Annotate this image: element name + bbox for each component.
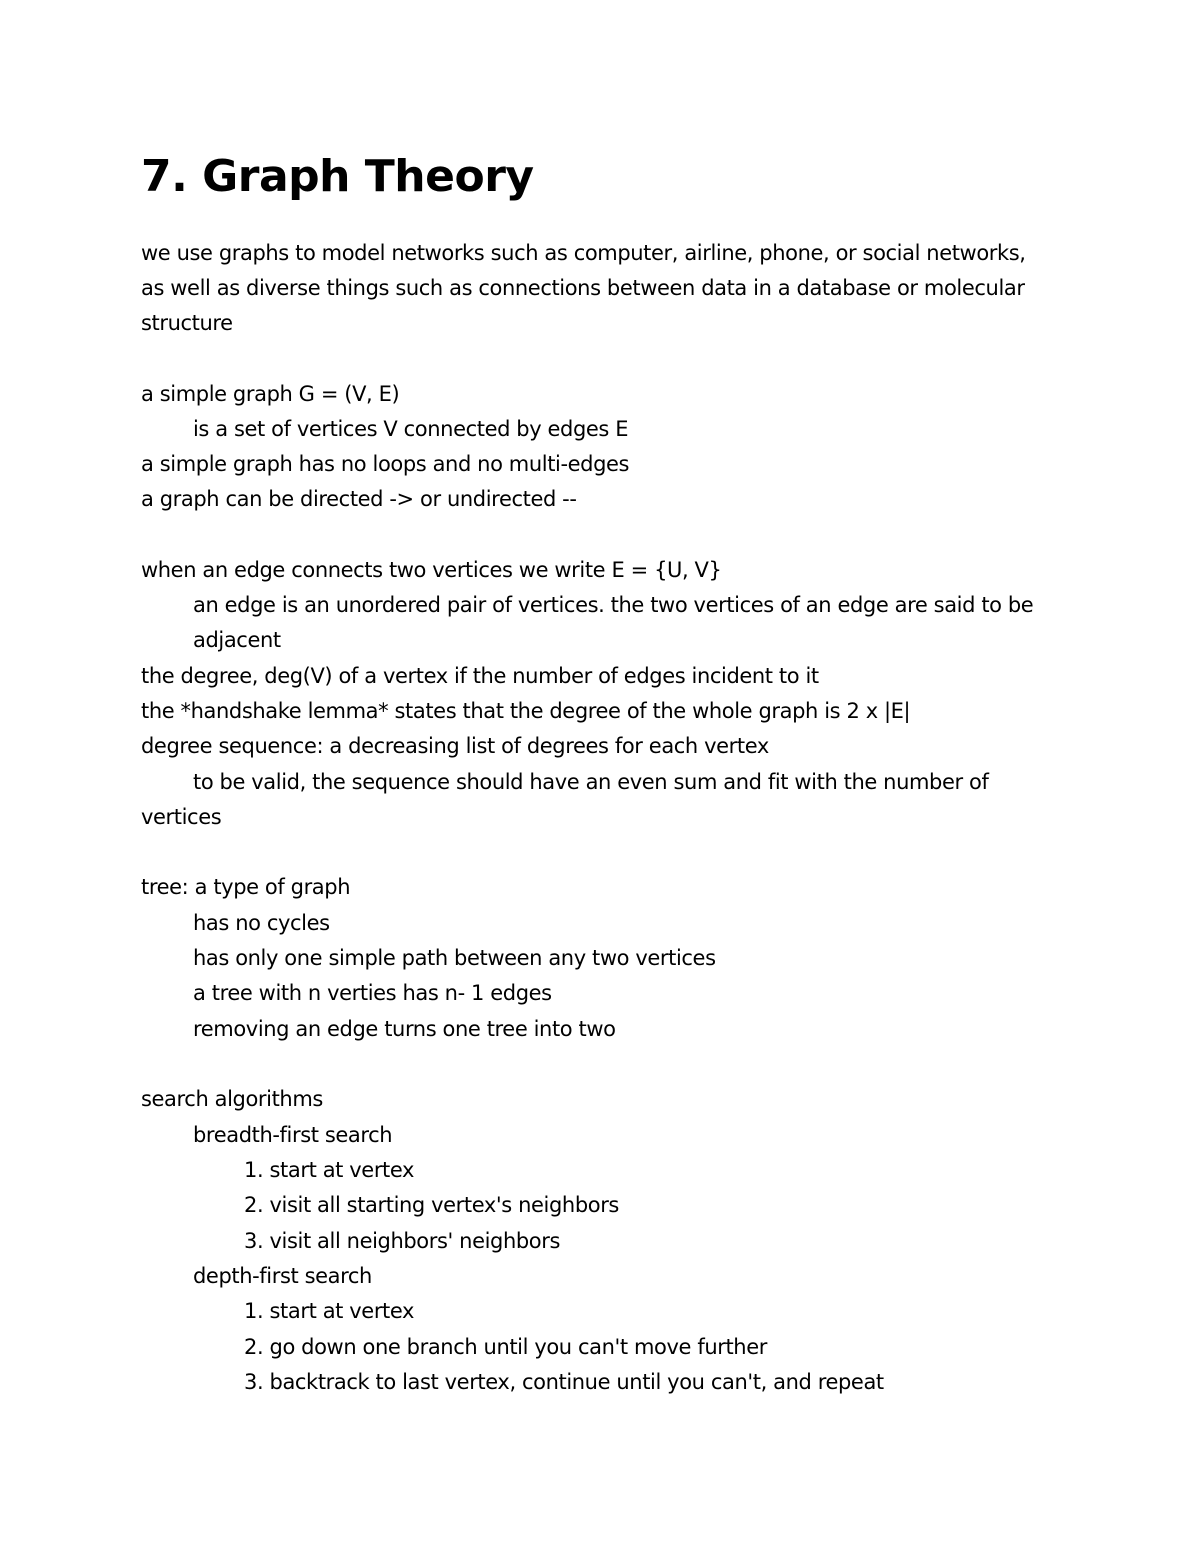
degree-sequence-valid: to be valid, the sequence should have an even sum and fit with the number of [193, 770, 989, 794]
intro-line-1: we use graphs to model networks such as computer, airline, phone, or social networks, [141, 241, 1026, 265]
dfs-heading: depth-first search [193, 1264, 372, 1288]
vertex-degree: the degree, deg(V) of a vertex if the number of edges incident to it [141, 664, 819, 688]
dfs-step: 1. start at vertex [244, 1299, 415, 1323]
tree-item: has no cycles [193, 911, 330, 935]
edge-adjacent: adjacent [193, 628, 281, 652]
simple-graph-no-loops: a simple graph has no loops and no multi-edges [141, 452, 630, 476]
degree-sequence-vertices: vertices [141, 805, 222, 829]
edge-unordered-pair: an edge is an unordered pair of vertices. the two vertices of an edge are said to be [193, 593, 1034, 617]
intro-line-2: as well as diverse things such as connections between data in a database or molecular [141, 276, 1025, 300]
bfs-step: 2. visit all starting vertex's neighbors [244, 1193, 619, 1217]
dfs-step: 3. backtrack to last vertex, continue until you can't, and repeat [244, 1370, 884, 1394]
tree-item: a tree with n verties has n- 1 edges [193, 981, 552, 1005]
graph-directed: a graph can be directed -> or undirected -- [141, 487, 577, 511]
tree-item: has only one simple path between any two vertices [193, 946, 716, 970]
search-heading: search algorithms [141, 1087, 323, 1111]
intro-line-3: structure [141, 311, 233, 335]
bfs-heading: breadth-first search [193, 1123, 393, 1147]
tree-heading: tree: a type of graph [141, 875, 351, 899]
edge-connects: when an edge connects two vertices we write E = {U, V} [141, 558, 722, 582]
handshake-lemma: the *handshake lemma* states that the degree of the whole graph is 2 x |E| [141, 699, 911, 723]
dfs-step: 2. go down one branch until you can't move further [244, 1335, 767, 1359]
bfs-step: 1. start at vertex [244, 1158, 415, 1182]
bfs-step: 3. visit all neighbors' neighbors [244, 1229, 561, 1253]
simple-graph-detail: is a set of vertices V connected by edges E [193, 417, 629, 441]
degree-sequence: degree sequence: a decreasing list of degrees for each vertex [141, 734, 769, 758]
tree-item: removing an edge turns one tree into two [193, 1017, 616, 1041]
simple-graph-definition: a simple graph G = (V, E) [141, 382, 400, 406]
page-title: 7. Graph Theory [141, 151, 534, 202]
